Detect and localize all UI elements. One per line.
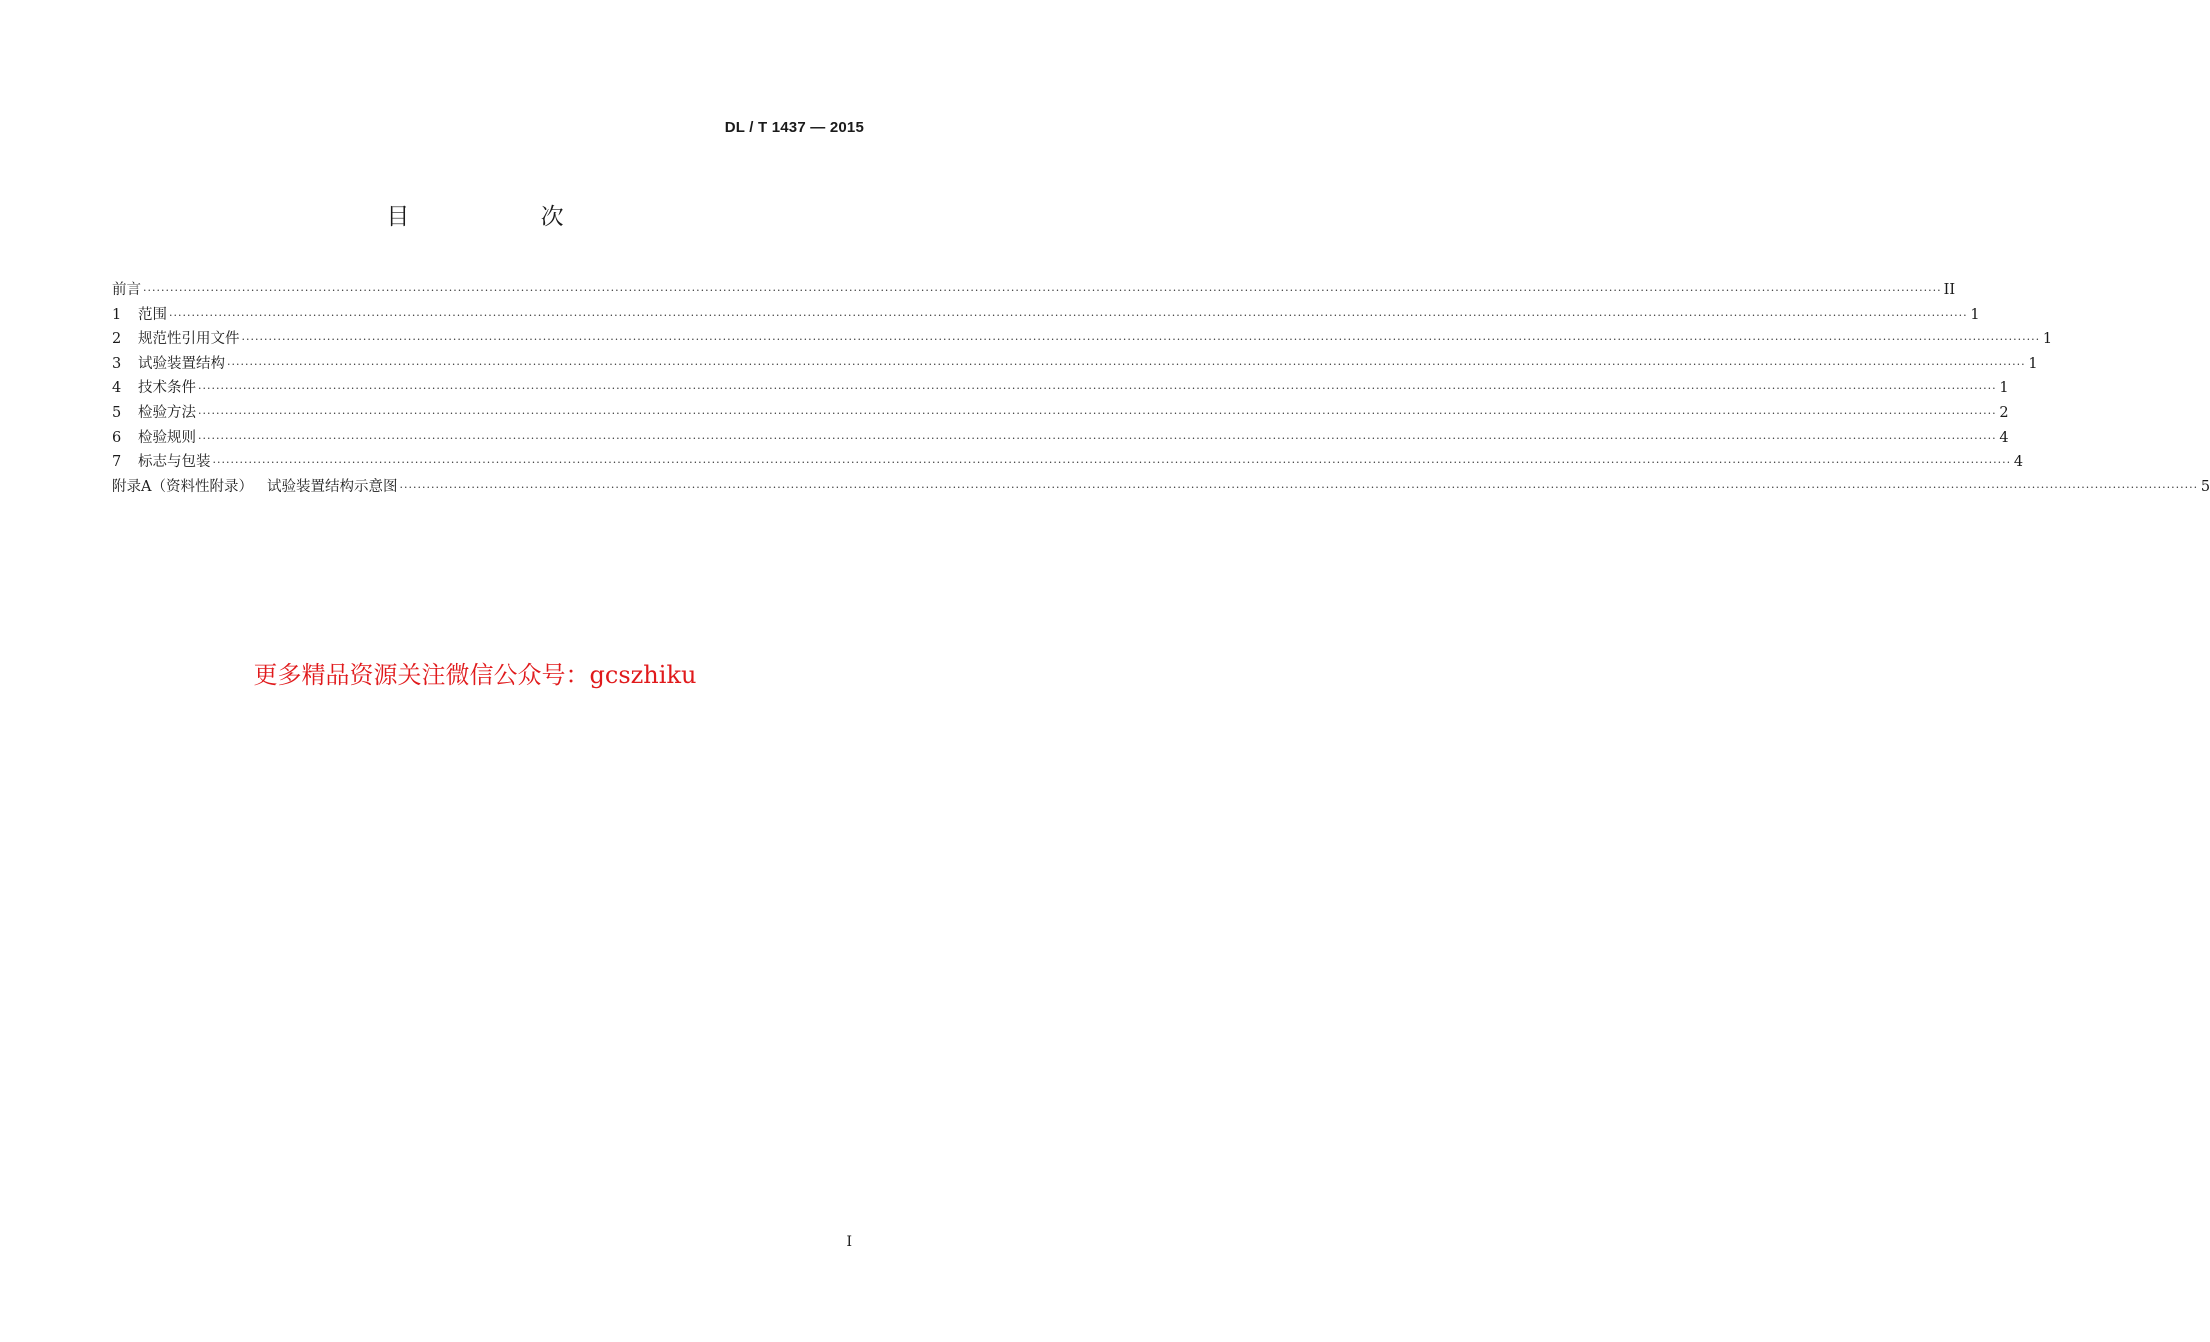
leader-dots: ················································································································································································································································································································································································································ — [198, 382, 1997, 396]
table-of-contents — [112, 278, 2210, 499]
toc-entry-3[interactable] — [112, 352, 2038, 377]
toc-entry-number: 2 — [112, 331, 122, 348]
toc-entry-label — [112, 475, 397, 496]
leader-dots: ················································································································································································································································································································································································································ — [198, 431, 1997, 445]
leader-dots: ················································································································································································································································································································································································································ — [198, 406, 1997, 420]
toc-entry-appendix-a[interactable] — [112, 475, 2210, 500]
leader-dots: ················································································································································································································································································································································································································ — [143, 284, 1942, 297]
toc-entry-label: 试验装置结构 — [138, 355, 225, 372]
toc-entry-label: 技术条件 — [138, 380, 196, 397]
toc-entry-number: 3 — [112, 355, 122, 372]
leader-dots: ················································································································································································································································································································································································································ — [169, 308, 1968, 322]
leader-dots: ················································································································································································································································································································································································································ — [399, 480, 2199, 494]
toc-entry-page: 1 — [2042, 331, 2053, 348]
toc-entry-page: 2 — [1999, 404, 2009, 421]
promo-watermark: 更多精品资源关注微信公众号：gcszhiku — [253, 661, 697, 689]
toc-entry-5[interactable] — [112, 401, 2009, 426]
toc-entry-7[interactable] — [112, 450, 2024, 475]
toc-entry-page: 1 — [1999, 380, 2009, 397]
toc-entry-6[interactable] — [112, 426, 2009, 451]
toc-entry-1[interactable] — [112, 303, 1980, 328]
toc-entry-label: 标志与包装 — [138, 454, 211, 471]
leader-dots: ················································································································································································································································································································································································································ — [212, 456, 2012, 470]
toc-entry-label: 规范性引用文件 — [138, 331, 240, 348]
appendix-title: 试验装置结构示意图 — [266, 478, 398, 495]
toc-entry-number: 4 — [112, 380, 122, 397]
appendix-designation: 附录A（资料性附录） — [112, 478, 253, 495]
toc-entry-number: 6 — [112, 429, 122, 446]
toc-entry-preface[interactable] — [112, 278, 1956, 303]
toc-title: 目 次 — [386, 204, 626, 230]
toc-entry-page: 5 — [2200, 478, 2210, 495]
toc-entry-number: 1 — [112, 306, 122, 323]
toc-entry-page: 4 — [2013, 454, 2024, 471]
leader-dots: ················································································································································································································································································································································································································ — [227, 357, 2026, 371]
toc-entry-page: 1 — [2028, 355, 2038, 372]
toc-entry-page: II — [1943, 282, 1956, 298]
toc-entry-label: 前言 — [112, 282, 141, 298]
toc-entry-label: 检验方法 — [138, 404, 196, 421]
toc-entry-page: 4 — [1999, 429, 2009, 446]
toc-entry-label: 检验规则 — [138, 429, 196, 446]
toc-entry-number: 7 — [112, 454, 122, 471]
toc-entry-page: 1 — [1970, 306, 1980, 323]
standard-code: DL / T 1437 — 2015 — [724, 119, 864, 136]
toc-entry-2[interactable] — [112, 327, 2053, 352]
leader-dots: ················································································································································································································································································································································································································ — [241, 333, 2041, 347]
toc-entry-number: 5 — [112, 404, 122, 421]
toc-entry-label: 范围 — [138, 306, 167, 323]
page-number: I — [846, 1234, 852, 1250]
toc-entry-4[interactable] — [112, 376, 2009, 401]
